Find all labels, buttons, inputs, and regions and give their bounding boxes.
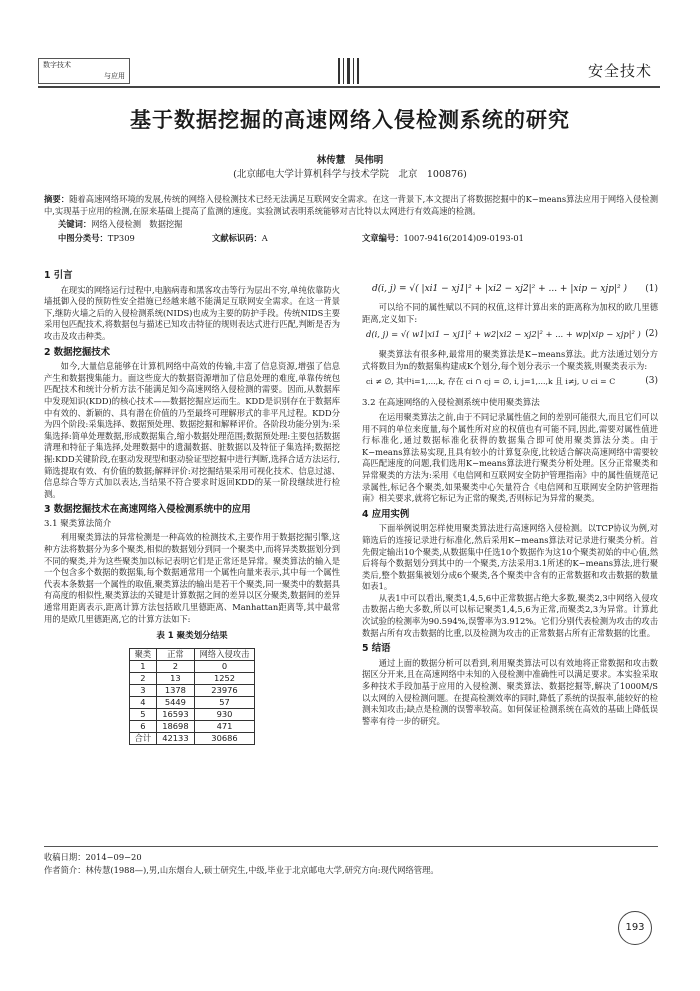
journal-logo bbox=[38, 58, 130, 84]
equation-2-number: (2) bbox=[645, 329, 658, 340]
section-4-title: 4 应用实例 bbox=[362, 508, 410, 520]
clc-number: 中图分类号：TP309 bbox=[58, 233, 135, 243]
authors: 林传慧 吴伟明 bbox=[316, 155, 384, 166]
table-row: 1 2 0 bbox=[129, 660, 255, 672]
table-row-total: 合计 42133 30686 bbox=[129, 732, 255, 744]
section-4-para-2: 从表1中可以看出,聚类1,4,5,6中正常数据占绝大多数,聚类2,3中网络入侵攻击数据占绝大多数,所以可以标记聚类1,4,5,6为正常,而聚类2,3为异常。计算此次试验的检测率为90.594%,误警率为3.912%。它们分别代表检测为攻击的攻击数据占所有攻击数据的比重,以及检测为攻击的正常数据占所有正常数据的比重。 bbox=[362, 592, 658, 638]
section-3-1-title: 3.1 聚类算法简介 bbox=[44, 518, 112, 529]
section-2-title: 2 数据挖掘技术 bbox=[44, 346, 111, 358]
equation-2 bbox=[362, 325, 658, 349]
table-title: 表 1 聚类划分结果 bbox=[156, 631, 228, 642]
table-row: 3 1378 23976 bbox=[129, 684, 255, 696]
section-3-2-title: 3.2 在高速网络的入侵检测系统中使用聚类算法 bbox=[362, 398, 540, 409]
header-bars-decoration bbox=[338, 58, 360, 84]
page-number-badge bbox=[618, 911, 652, 945]
received-date: 收稿日期：2014−09−20 bbox=[44, 852, 142, 862]
keywords-label: 关键词： bbox=[58, 219, 92, 229]
right-column bbox=[362, 280, 658, 727]
section-label: 安全技术 bbox=[587, 62, 652, 80]
table-row: 2 13 1252 bbox=[129, 672, 255, 684]
abstract-label: 摘要： bbox=[44, 194, 70, 204]
article-number: 文章编号：1007-9416(2014)09-0193-01 bbox=[362, 233, 524, 243]
equation-1-expr: d(i, j) = √( |xi1 − xj1|² + |xi2 − xj2|² + ... + |xip − xjp|² ) bbox=[372, 284, 627, 294]
journal-logo-line1: 数字技术 bbox=[43, 61, 71, 69]
paper-title: 基于数据挖掘的高速网络入侵检测系统的研究 bbox=[130, 107, 570, 132]
equation-1-para: 可以给不同的属性赋以不同的权值,这样计算出来的距离称为加权的欧几里德距离,定义如下: bbox=[362, 302, 658, 324]
section-1-para: 在现实的网络运行过程中,电脑病毒和黑客攻击等行为层出不穷,单纯依靠防火墙抵御入侵的预防性安全措施已经越来越不能满足互联网安全需求。在这一背景下,继防火墙之后的入侵检测系统(NIDS)也成为主要的防护手段。传统NIDS主要采用包匹配技术,将数据包与描述已知攻击特征的规则表达式进行匹配,判断是否为攻击及攻击种类。 bbox=[44, 284, 340, 341]
section-3-2-para: 在运用聚类算法之前,由于不同记录属性值之间的差别可能很大,而且它们可以用不同的单位来度量,每个属性所对应的权值也有可能不同,因此,需要对属性值进行标准化,通过数据标准化获得的数据集合即可使用聚类算法分类。由于K−means算法易实现,且具有较小的计算复杂度,比较适合解决高速网络中需要较高匹配速度的问题,我们选用K−means算法进行聚类分析处理。区分正常聚类和异常聚类的方法为:采用《电信网和互联网安全防护管理指南》中的属性值规范记录属性,标记各个聚类,如果聚类中心矢量符合《电信网和互联网安全防护管理指南》相关要求,就将它标记为正常的聚类,否则标记为异常的聚类。 bbox=[362, 411, 658, 504]
section-5-title: 5 结语 bbox=[362, 643, 391, 655]
section-3-1-para: 利用聚类算法的异常检测是一种高效的检测技术,主要作用于数据挖掘引擎,这种方法将数据分为多个聚类,相似的数据划分到同一个聚类中,而将异类数据划分到不同的聚类,并为这些聚类加以标记表明它们是正常还是异常。聚类算法的输入是一个包含多个数据的数据集,每个数据通常用一个属性向量来表示,其中每一个属性代表本条数据一个属性的取值,聚类算法的输出是若干个聚类,同一聚类中的数据具有高度的相似性,聚类算法的关键是计算数据之间的差异以区分聚类,数据间的差异通常用距离表示,距离计算方法包括欧几里德距离、Manhattan距离等,其中最常用的是欧几里德距离,它的计算方法如下: bbox=[44, 532, 340, 624]
table-header: 网络入侵攻击 bbox=[194, 648, 255, 660]
left-column bbox=[44, 267, 340, 745]
section-3-title: 3 数据挖掘技术在高速网络入侵检测系统中的应用 bbox=[44, 504, 251, 516]
journal-logo-line2: 与应用 bbox=[104, 72, 125, 80]
equation-3 bbox=[362, 372, 658, 396]
equation-1-number: (1) bbox=[645, 284, 658, 294]
affiliation: (北京邮电大学计算机科学与技术学院 北京 100876) bbox=[233, 169, 467, 180]
header-rule bbox=[38, 86, 660, 88]
page-number: 193 bbox=[625, 922, 645, 933]
document-code: 文献标识码：A bbox=[212, 233, 268, 243]
abstract-text: 随着高速网络环境的发展,传统的网络入侵检测技术已经无法满足互联网安全需求。在这一背景下,本文提出了将数据挖掘中的K−means算法应用于网络入侵检测中,实现基于应用的检测,在原来基础上提高了监测的速度。实验测试表明系统能够对吉比特以太网进行有效高速的检测。 bbox=[44, 194, 658, 216]
equation-2-expr: d(i, j) = √( w1|xi1 − xj1|² + w2|xi2 − xj2|² + ... + wp|xip − xjp|² ) bbox=[366, 329, 641, 340]
table-header: 聚类 bbox=[129, 648, 157, 660]
section-2-para: 如今,大量信息能够在计算机网络中高效的传输,丰富了信息资源,增强了信息产生和数据搜集能力。面这些庞大的数据资源增加了信息处理的难度,单靠传统包匹配技术和统计分析方法不能满足知今高速网络入侵检测的需要。因而,从数据库中发现知识(KDD)的核心技术——数据挖掘应运而生。KDD是识别存在于数据库中有效的、新颖的、具有潜在价值的乃至最终可理解形式的非平凡过程。KDD分为四个阶段:采集选择、数据预处理、数据挖掘和解释评价。各阶段功能分别为:采集选择:简单处理数据,形成数据集合,缩小数据处理范围;数据预处理:主要包括数据清理和特征子集选择,处理数据中的遗漏数据、脏数据以及特征子集选择;数据挖掘:KDD关键阶段,在驱动发现型和驱动验证型挖掘中进行判断,选择合适方法运行,筛选提取有效、有价值的数据;解释评价:对挖掘结果采用可视化技术、信息过滤、信息综合等方式加以表达,当结果不符合要求时返回KDD的某一阶段继续进行检测。 bbox=[44, 361, 340, 499]
keywords bbox=[58, 218, 182, 230]
equation-2-para: 聚类算法有很多种,最常用的聚类算法是K−means算法。此方法通过划分方式将数目为n的数据集构建成K个划分,每个划分表示一个聚类簇,则聚类表示为: bbox=[362, 349, 658, 371]
equation-1 bbox=[362, 280, 658, 302]
section-4-para-1: 下面举例说明怎样使用聚类算法进行高速网络入侵检测。以TCP协议为例,对筛选后的连接记录进行标准化,然后采用K−means算法对记录进行聚类分析。首先假定输出10个聚类,从数据集中任选10个数据作为这10个聚类初始的中心值,然后将每个数据划分到其中的一个聚类,方法采用3.1所述的K−means算法,进行聚类后,整个数据集被划分成6个聚类,各个聚类中含有的正常数据和攻击数据的数量如表1。 bbox=[362, 523, 658, 592]
footer-rule bbox=[44, 846, 658, 847]
section-1-title: 1 引言 bbox=[44, 270, 73, 281]
abstract bbox=[44, 193, 658, 217]
table-header: 正常 bbox=[157, 648, 194, 660]
table-row: 6 18698 471 bbox=[129, 720, 255, 732]
keywords-text: 网络入侵检测 数据挖掘 bbox=[91, 219, 183, 229]
table-row: 4 5449 57 bbox=[129, 696, 255, 708]
cluster-table bbox=[129, 648, 256, 745]
equation-3-number: (3) bbox=[645, 376, 658, 387]
author-bio: 作者简介：林传慧(1988—),男,山东烟台人,硕士研究生,中级,毕业于北京邮电大学,研究方向:现代网络管理。 bbox=[44, 865, 439, 875]
equation-3-expr: ci ≠ ∅, 其中i=1,...,k, 存在 ci ∩ cj = ∅, i, j=1,...,k 且 i≠j, ∪ ci = C bbox=[366, 377, 616, 387]
table-row: 5 16593 930 bbox=[129, 708, 255, 720]
section-5-para: 通过上面的数据分析可以看到,利用聚类算法可以有效地将正常数据和攻击数据区分开来,且在高速网络中未知的入侵检测中准确性可以满足要求。本实验采取多种技术手段加基于应用的入侵检测、聚类算法、数据挖掘等,解决了1000M/S以太网的入侵检测问题。在提高检测效率的同时,降低了系统的误报率,能较好的检测未知攻击;缺点是检测的误警率较高。如何保证检测系统在高效的基础上降低误警率有待一步的研究。 bbox=[362, 657, 658, 726]
